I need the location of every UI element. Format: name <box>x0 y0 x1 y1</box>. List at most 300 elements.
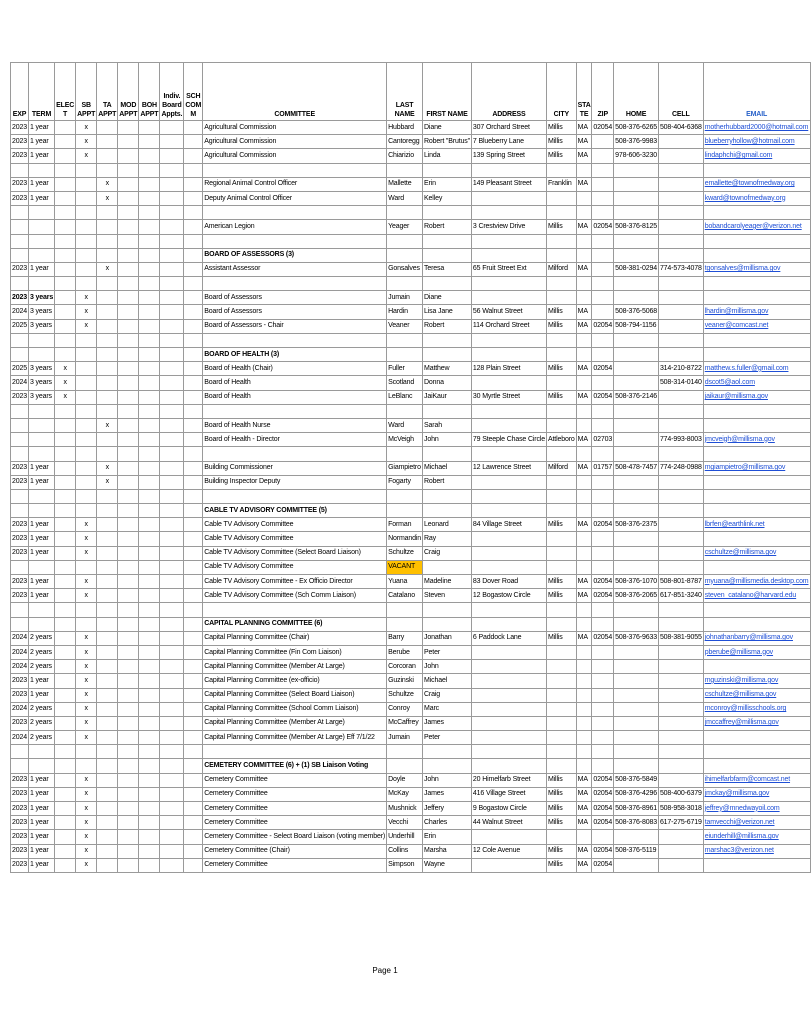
table-row <box>11 461 811 475</box>
cell-sb <box>76 759 97 773</box>
cell-last <box>387 489 423 503</box>
cell-elect <box>55 716 76 730</box>
cell-email[interactable]: kward@townofmedway.org <box>703 191 810 205</box>
cell-sb: x <box>76 291 97 305</box>
cell-elect <box>55 660 76 674</box>
column-header-exp: EXP <box>11 63 29 121</box>
cell-cell <box>658 135 703 149</box>
cell-term <box>28 404 54 418</box>
cell-elect <box>55 348 76 362</box>
cell-boh <box>139 135 160 149</box>
cell-home: 508-376-6265 <box>614 121 659 135</box>
cell-term <box>28 234 54 248</box>
cell-email[interactable]: tgonsalves@millisma.gov <box>703 262 810 276</box>
cell-sch <box>184 404 203 418</box>
cell-term: 3 years <box>28 390 54 404</box>
cell-boh <box>139 617 160 631</box>
cell-state <box>576 248 592 262</box>
cell-email[interactable]: lindaphchi@gmail.com <box>703 149 810 163</box>
cell-boh <box>139 631 160 645</box>
cell-zip <box>592 702 614 716</box>
cell-ta <box>97 844 118 858</box>
cell-email[interactable]: mguzinski@millisma.gov <box>703 674 810 688</box>
cell-boh <box>139 206 160 220</box>
table-row <box>11 546 811 560</box>
cell-cell <box>658 220 703 234</box>
table-row <box>11 418 811 432</box>
cell-zip <box>592 248 614 262</box>
cell-sb: x <box>76 660 97 674</box>
cell-sb <box>76 376 97 390</box>
cell-indiv <box>160 348 184 362</box>
cell-city <box>546 489 576 503</box>
cell-address <box>471 532 546 546</box>
cell-mod <box>118 262 139 276</box>
cell-first: James <box>423 787 472 801</box>
cell-zip: 01757 <box>592 461 614 475</box>
cell-address <box>471 348 546 362</box>
cell-email[interactable]: cschultze@millisma.gov <box>703 688 810 702</box>
cell-zip <box>592 688 614 702</box>
cell-sb <box>76 560 97 574</box>
cell-sb <box>76 348 97 362</box>
cell-sb: x <box>76 731 97 745</box>
cell-home <box>614 475 659 489</box>
cell-email[interactable]: bobandcarolyeager@verizon.net <box>703 220 810 234</box>
cell-last: Gonsalves <box>387 262 423 276</box>
cell-exp <box>11 418 29 432</box>
cell-address: 6 Paddock Lane <box>471 631 546 645</box>
cell-sb: x <box>76 802 97 816</box>
cell-ta <box>97 816 118 830</box>
cell-first: Erin <box>423 830 472 844</box>
cell-email[interactable]: jeffrey@mnedwayoil.com <box>703 802 810 816</box>
column-header-city: CITY <box>546 63 576 121</box>
cell-city <box>546 645 576 659</box>
cell-exp: 2023 <box>11 589 29 603</box>
cell-boh <box>139 177 160 191</box>
cell-home: 508-376-4296 <box>614 787 659 801</box>
cell-last: VACANT <box>387 560 423 574</box>
cell-email[interactable]: lbrfen@earthlink.net <box>703 518 810 532</box>
cell-cell <box>658 731 703 745</box>
cell-last: Schultze <box>387 688 423 702</box>
cell-exp: 2023 <box>11 518 29 532</box>
cell-email[interactable]: veaner@comcast.net <box>703 319 810 333</box>
cell-zip <box>592 206 614 220</box>
cell-home <box>614 447 659 461</box>
cell-email[interactable]: cschultze@millisma.gov <box>703 546 810 560</box>
cell-ta <box>97 617 118 631</box>
cell-boh <box>139 149 160 163</box>
spacer-row <box>11 206 811 220</box>
table-row <box>11 390 811 404</box>
cell-home <box>614 489 659 503</box>
cell-city <box>546 404 576 418</box>
cell-email[interactable]: lhardin@millisma.gov <box>703 305 810 319</box>
cell-cell: 508-801-8787 <box>658 575 703 589</box>
table-row <box>11 631 811 645</box>
cell-home: 508-376-2375 <box>614 518 659 532</box>
cell-ta <box>97 716 118 730</box>
cell-first: Marsha <box>423 844 472 858</box>
cell-home <box>614 716 659 730</box>
cell-elect <box>55 546 76 560</box>
cell-city: Millis <box>546 149 576 163</box>
cell-first: Linda <box>423 149 472 163</box>
cell-mod <box>118 475 139 489</box>
cell-sb: x <box>76 787 97 801</box>
cell-first: John <box>423 773 472 787</box>
cell-first: Marc <box>423 702 472 716</box>
cell-zip <box>592 603 614 617</box>
table-row <box>11 660 811 674</box>
cell-ta <box>97 348 118 362</box>
cell-elect <box>55 858 76 872</box>
cell-exp: 2023 <box>11 291 29 305</box>
cell-zip <box>592 532 614 546</box>
column-header-cell: CELL <box>658 63 703 121</box>
cell-address: 139 Spring Street <box>471 149 546 163</box>
cell-zip: 02054 <box>592 858 614 872</box>
cell-email[interactable]: marshac3@verizon.net <box>703 844 810 858</box>
cell-sb <box>76 234 97 248</box>
cell-committee: Agricultural Commission <box>203 121 387 135</box>
cell-sch <box>184 447 203 461</box>
cell-email[interactable]: matthew.s.fuller@gmail.com <box>703 362 810 376</box>
column-header-home: HOME <box>614 63 659 121</box>
cell-home <box>614 177 659 191</box>
cell-zip <box>592 163 614 177</box>
cell-exp: 2023 <box>11 177 29 191</box>
cell-first: James <box>423 716 472 730</box>
cell-email[interactable]: pberube@millisma.gov <box>703 645 810 659</box>
cell-email <box>703 745 810 759</box>
cell-mod <box>118 660 139 674</box>
cell-exp <box>11 447 29 461</box>
cell-city <box>546 603 576 617</box>
cell-sb <box>76 333 97 347</box>
cell-ta <box>97 248 118 262</box>
cell-address <box>471 830 546 844</box>
cell-mod <box>118 504 139 518</box>
cell-term: 1 year <box>28 816 54 830</box>
cell-first: Robert <box>423 475 472 489</box>
cell-ta <box>97 532 118 546</box>
cell-home <box>614 376 659 390</box>
cell-elect <box>55 305 76 319</box>
cell-home <box>614 858 659 872</box>
cell-email[interactable]: emallette@townofmedway.org <box>703 177 810 191</box>
cell-email[interactable]: blueberryhollow@hotmail.com <box>703 135 810 149</box>
cell-home: 508-376-8125 <box>614 220 659 234</box>
cell-state: MA <box>576 135 592 149</box>
cell-term: 3 years <box>28 376 54 390</box>
cell-sb: x <box>76 688 97 702</box>
cell-boh <box>139 688 160 702</box>
cell-term: 1 year <box>28 262 54 276</box>
cell-ta <box>97 773 118 787</box>
column-header-ta: TA APPT <box>97 63 118 121</box>
cell-committee: Cemetery Committee (Chair) <box>203 844 387 858</box>
cell-first: Robert "Brutus" <box>423 135 472 149</box>
cell-boh <box>139 305 160 319</box>
cell-email <box>703 603 810 617</box>
cell-sb <box>76 745 97 759</box>
cell-sb: x <box>76 716 97 730</box>
cell-elect <box>55 603 76 617</box>
cell-exp: 2023 <box>11 830 29 844</box>
section-header-row <box>11 504 811 518</box>
cell-zip <box>592 291 614 305</box>
cell-email[interactable]: jaikaur@millisma.gov <box>703 390 810 404</box>
cell-exp: 2023 <box>11 475 29 489</box>
cell-sch <box>184 433 203 447</box>
cell-sch <box>184 191 203 205</box>
cell-ta <box>97 504 118 518</box>
cell-city: Millis <box>546 305 576 319</box>
cell-mod <box>118 404 139 418</box>
cell-committee <box>203 277 387 291</box>
cell-boh <box>139 291 160 305</box>
cell-sch <box>184 475 203 489</box>
cell-first: Matthew <box>423 362 472 376</box>
cell-exp: 2023 <box>11 674 29 688</box>
cell-exp: 2024 <box>11 660 29 674</box>
cell-email[interactable]: jmccaffrey@millisma.gov <box>703 716 810 730</box>
cell-address <box>471 234 546 248</box>
cell-address: 12 Bogastow Circle <box>471 589 546 603</box>
cell-city: Franklin <box>546 177 576 191</box>
cell-home: 508-376-9983 <box>614 135 659 149</box>
cell-ta <box>97 787 118 801</box>
cell-boh <box>139 645 160 659</box>
cell-sb <box>76 447 97 461</box>
cell-zip: 02054 <box>592 390 614 404</box>
cell-email[interactable]: motherhubbard2000@hotmail.com <box>703 121 810 135</box>
spacer-row <box>11 745 811 759</box>
cell-last: Fuller <box>387 362 423 376</box>
cell-elect <box>55 702 76 716</box>
cell-boh <box>139 191 160 205</box>
cell-ta <box>97 149 118 163</box>
cell-address <box>471 376 546 390</box>
cell-term <box>28 277 54 291</box>
cell-elect <box>55 575 76 589</box>
cell-exp: 2023 <box>11 858 29 872</box>
cell-state: MA <box>576 589 592 603</box>
cell-sb <box>76 220 97 234</box>
cell-indiv <box>160 489 184 503</box>
cell-cell <box>658 489 703 503</box>
cell-zip <box>592 333 614 347</box>
cell-committee <box>203 489 387 503</box>
spacer-row <box>11 603 811 617</box>
cell-email[interactable]: eiunderhill@millisma.gov <box>703 830 810 844</box>
cell-email <box>703 163 810 177</box>
cell-term: 1 year <box>28 575 54 589</box>
cell-term: 3 years <box>28 305 54 319</box>
cell-email[interactable]: jmckay@millisma.gov <box>703 787 810 801</box>
cell-sb: x <box>76 830 97 844</box>
cell-term: 1 year <box>28 546 54 560</box>
cell-city <box>546 674 576 688</box>
cell-exp: 2023 <box>11 532 29 546</box>
cell-elect <box>55 433 76 447</box>
cell-indiv <box>160 433 184 447</box>
cell-boh <box>139 731 160 745</box>
table-row <box>11 121 811 135</box>
cell-mod <box>118 645 139 659</box>
cell-indiv <box>160 333 184 347</box>
cell-first <box>423 447 472 461</box>
cell-boh <box>139 277 160 291</box>
cell-mod <box>118 674 139 688</box>
cell-email[interactable]: steven_catalano@harvard.edu <box>703 589 810 603</box>
cell-first <box>423 206 472 220</box>
cell-cell <box>658 645 703 659</box>
cell-ta <box>97 234 118 248</box>
cell-elect <box>55 631 76 645</box>
cell-city: Millis <box>546 844 576 858</box>
cell-indiv <box>160 745 184 759</box>
cell-elect <box>55 277 76 291</box>
cell-boh <box>139 830 160 844</box>
cell-indiv <box>160 475 184 489</box>
cell-city <box>546 418 576 432</box>
cell-elect <box>55 461 76 475</box>
column-header-zip: ZIP <box>592 63 614 121</box>
cell-last <box>387 234 423 248</box>
cell-indiv <box>160 418 184 432</box>
cell-boh <box>139 858 160 872</box>
cell-committee: Regional Animal Control Officer <box>203 177 387 191</box>
table-row <box>11 688 811 702</box>
cell-email <box>703 759 810 773</box>
cell-state <box>576 376 592 390</box>
column-header-state: STA TE <box>576 63 592 121</box>
cell-mod <box>118 731 139 745</box>
cell-last <box>387 163 423 177</box>
cell-sb <box>76 461 97 475</box>
cell-sch <box>184 674 203 688</box>
cell-mod <box>118 135 139 149</box>
cell-committee: Board of Health <box>203 376 387 390</box>
cell-first: Wayne <box>423 858 472 872</box>
cell-email[interactable]: tamvecchi@verizon.net <box>703 816 810 830</box>
cell-email[interactable]: ihimelfarbfarm@comcast.net <box>703 773 810 787</box>
cell-last <box>387 603 423 617</box>
cell-sb: x <box>76 121 97 135</box>
cell-term: 2 years <box>28 631 54 645</box>
cell-sch <box>184 177 203 191</box>
cell-email[interactable]: johnathanbarry@millisma.gov <box>703 631 810 645</box>
cell-email <box>703 731 810 745</box>
cell-home <box>614 645 659 659</box>
cell-term: 1 year <box>28 149 54 163</box>
cell-last: Hardin <box>387 305 423 319</box>
cell-home: 508-376-1070 <box>614 575 659 589</box>
cell-boh <box>139 333 160 347</box>
cell-email[interactable]: mgiampietro@millisma.gov <box>703 461 810 475</box>
cell-email[interactable]: myuana@millismedia.desktop.com <box>703 575 810 589</box>
table-row <box>11 149 811 163</box>
cell-ta <box>97 121 118 135</box>
spacer-row <box>11 447 811 461</box>
cell-city <box>546 702 576 716</box>
cell-home <box>614 234 659 248</box>
cell-sb: x <box>76 518 97 532</box>
cell-elect <box>55 191 76 205</box>
cell-elect <box>55 220 76 234</box>
cell-last <box>387 504 423 518</box>
cell-first: Diane <box>423 121 472 135</box>
cell-cell <box>658 716 703 730</box>
cell-cell <box>658 333 703 347</box>
cell-exp <box>11 404 29 418</box>
cell-state <box>576 447 592 461</box>
cell-first: Craig <box>423 546 472 560</box>
cell-term: 2 years <box>28 731 54 745</box>
cell-email[interactable]: mconroy@millisschools.org <box>703 702 810 716</box>
cell-committee: Board of Assessors - Chair <box>203 319 387 333</box>
table-row <box>11 532 811 546</box>
cell-state <box>576 830 592 844</box>
cell-address <box>471 504 546 518</box>
cell-email[interactable]: dscot5@aol.com <box>703 376 810 390</box>
cell-cell <box>658 475 703 489</box>
cell-mod <box>118 248 139 262</box>
cell-email[interactable]: jmcveigh@millisma.gov <box>703 433 810 447</box>
cell-ta <box>97 731 118 745</box>
cell-zip: 02054 <box>592 575 614 589</box>
cell-state <box>576 504 592 518</box>
cell-last: Veaner <box>387 319 423 333</box>
cell-cell <box>658 149 703 163</box>
table-row <box>11 177 811 191</box>
cell-elect <box>55 645 76 659</box>
cell-state: MA <box>576 262 592 276</box>
cell-boh <box>139 376 160 390</box>
cell-state <box>576 603 592 617</box>
cell-cell <box>658 660 703 674</box>
cell-committee <box>203 333 387 347</box>
cell-indiv <box>160 191 184 205</box>
cell-zip <box>592 645 614 659</box>
cell-elect <box>55 206 76 220</box>
cell-zip <box>592 489 614 503</box>
cell-last: Corcoran <box>387 660 423 674</box>
cell-indiv <box>160 589 184 603</box>
cell-mod <box>118 816 139 830</box>
cell-sch <box>184 504 203 518</box>
cell-sch <box>184 731 203 745</box>
cell-address <box>471 277 546 291</box>
cell-cell: 508-381-9055 <box>658 631 703 645</box>
cell-committee: American Legion <box>203 220 387 234</box>
cell-sch <box>184 716 203 730</box>
cell-zip <box>592 277 614 291</box>
cell-first <box>423 489 472 503</box>
cell-email <box>703 248 810 262</box>
cell-city: Millis <box>546 773 576 787</box>
cell-ta: x <box>97 191 118 205</box>
cell-boh <box>139 489 160 503</box>
cell-last: Cantoregg <box>387 135 423 149</box>
cell-exp <box>11 759 29 773</box>
cell-boh <box>139 518 160 532</box>
cell-first <box>423 163 472 177</box>
